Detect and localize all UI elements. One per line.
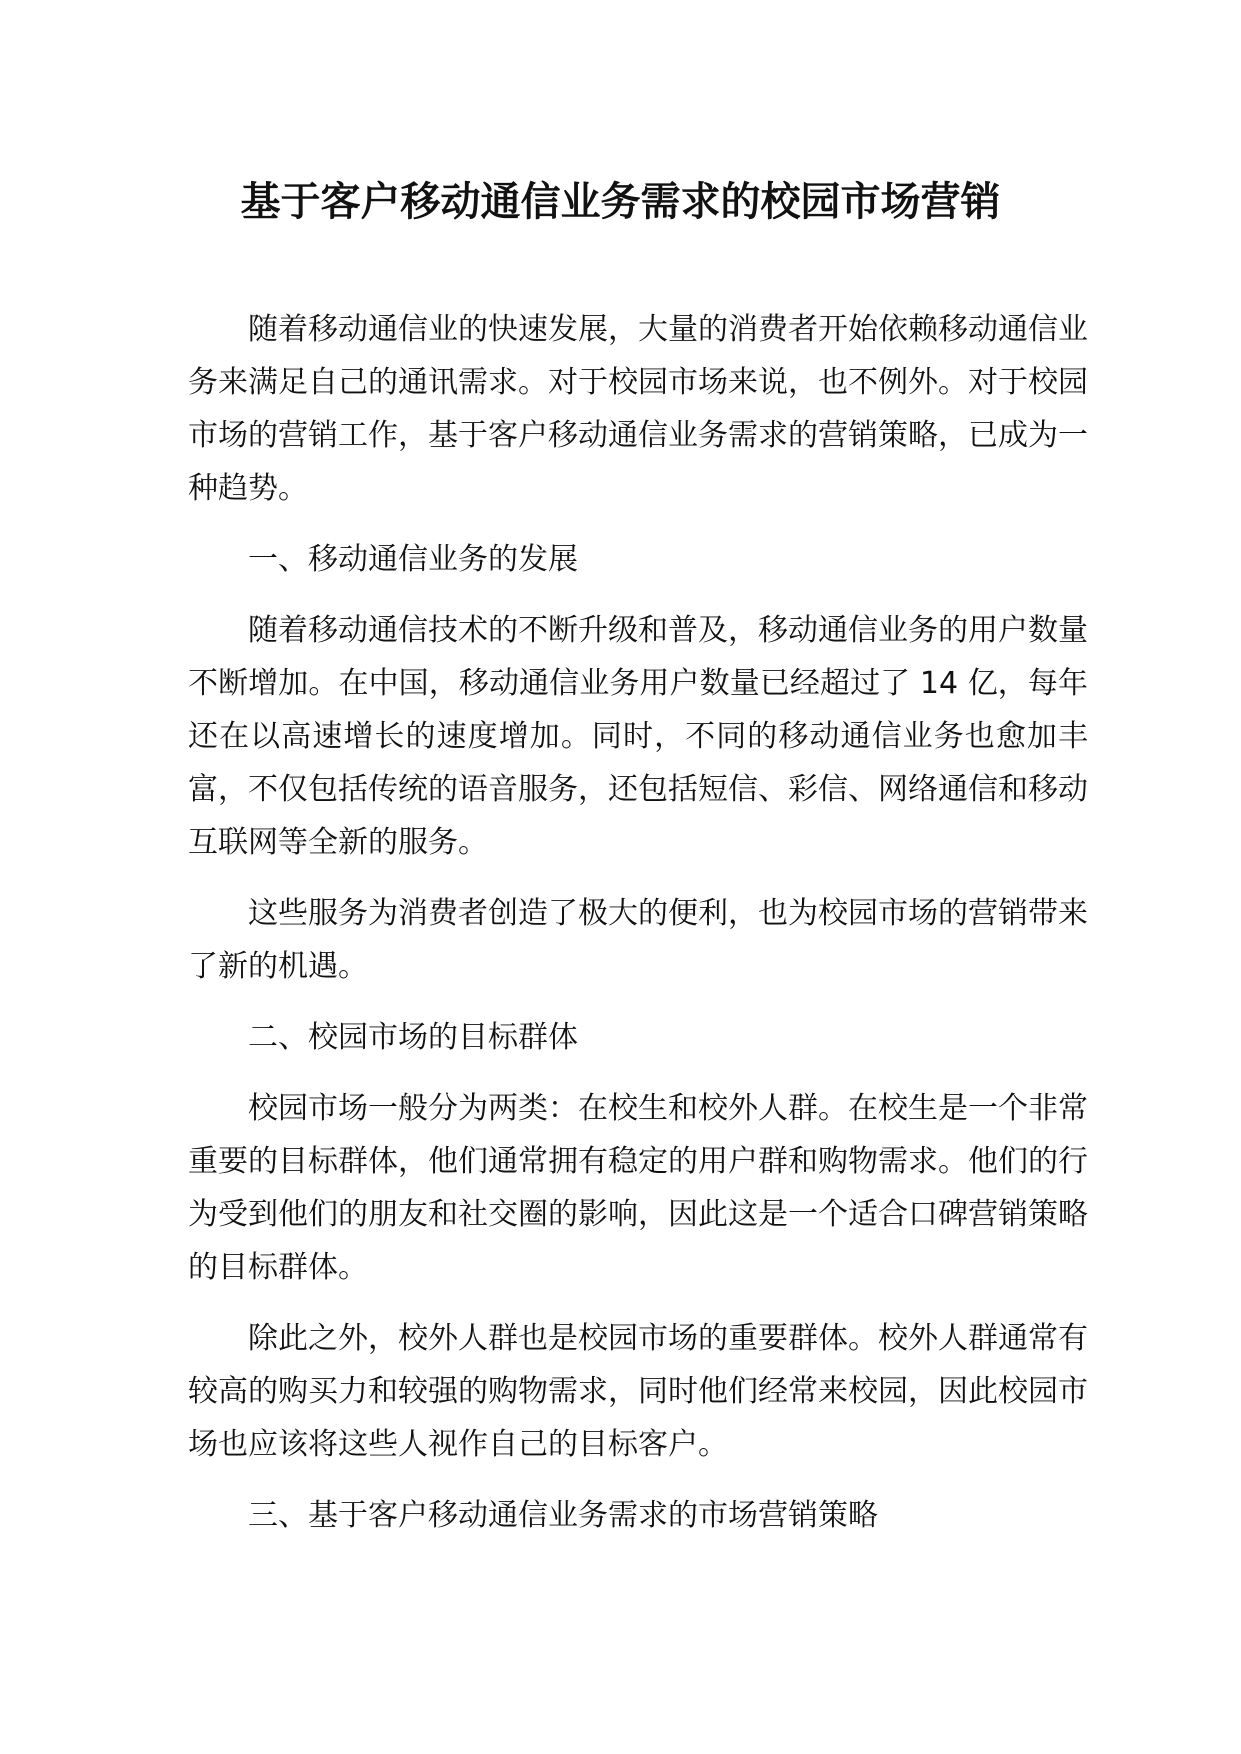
document-title: 基于客户移动通信业务需求的校园市场营销 (240, 179, 1001, 225)
paragraph-development: 随着移动通信技术的不断升级和普及，移动通信业务的用户数量不断增加。在中国，移动通信业务用户数量已经超过了 14 亿，每年还在以高速增长的速度增加。同时，不同的移动通信业务也愈加丰富，不仅包括传统的语音服务，还包括短信、彩信、网络通信和移动互联网等全新的服务。 (188, 613, 1088, 860)
section-heading-2: 二、校园市场的目标群体 (248, 1020, 578, 1055)
paragraph-target-students: 校园市场一般分为两类：在校生和校外人群。在校生是一个非常重要的目标群体，他们通常拥有稳定的用户群和购物需求。他们的行为受到他们的朋友和社交圈的影响，因此这是一个适合口碑营销策略的目标群体。 (188, 1091, 1088, 1285)
paragraph-intro: 随着移动通信业的快速发展，大量的消费者开始依赖移动通信业务来满足自己的通讯需求。对于校园市场来说，也不例外。对于校园市场的营销工作，基于客户移动通信业务需求的营销策略，已成为一种趋势。 (188, 312, 1088, 506)
section-heading-3: 三、基于客户移动通信业务需求的市场营销策略 (248, 1498, 878, 1533)
paragraph-target-outsiders: 除此之外，校外人群也是校园市场的重要群体。校外人群通常有较高的购买力和较强的购物需求，同时他们经常来校园，因此校园市场也应该将这些人视作自己的目标客户。 (188, 1321, 1088, 1462)
document-body (188, 303, 1088, 1560)
paragraph-opportunity: 这些服务为消费者创造了极大的便利，也为校园市场的营销带来了新的机遇。 (188, 896, 1088, 984)
section-heading-1: 一、移动通信业务的发展 (248, 542, 578, 577)
